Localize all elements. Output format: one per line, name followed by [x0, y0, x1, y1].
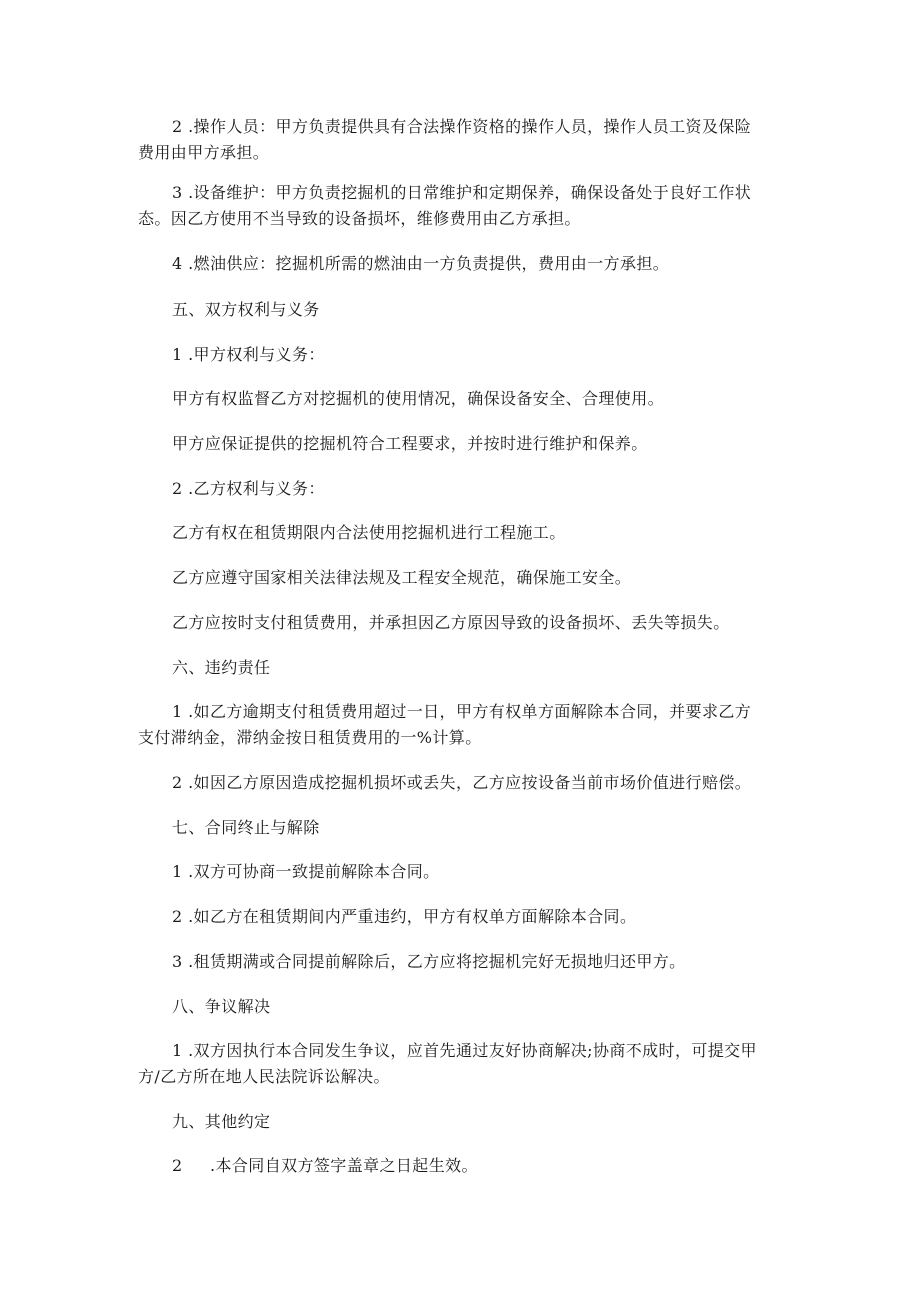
text-line: 2 .操作人员：甲方负责提供具有合法操作资格的操作人员，操作人员工资及保险 — [172, 117, 752, 136]
paragraph — [138, 859, 788, 885]
text-line: 态。因乙方使用不当导致的设备损坏，维修费用由乙方承担。 — [138, 209, 581, 228]
section-heading — [138, 815, 788, 841]
paragraph — [138, 431, 788, 457]
text-line: 费用由甲方承担。 — [138, 143, 270, 162]
text-line: 2 .乙方权利与义务： — [172, 479, 325, 498]
paragraph — [138, 904, 788, 930]
text-line: 乙方应遵守国家相关法律法规及工程安全规范，确保施工安全。 — [172, 568, 632, 587]
clause-late-payment — [138, 699, 788, 751]
text-line: 4 .燃油供应：挖掘机所需的燃油由一方负责提供，费用由一方承担。 — [172, 254, 670, 273]
paragraph — [138, 520, 788, 546]
text-line: 3 .设备维护：甲方负责挖掘机的日常维护和定期保养，确保设备处于良好工作状 — [172, 183, 752, 202]
text-line: 乙方有权在租赁期限内合法使用挖掘机进行工程施工。 — [172, 523, 566, 542]
subsection-heading — [138, 342, 788, 368]
text-line: 1 .如乙方逾期支付租赁费用超过一日，甲方有权单方面解除本合同，并要求乙方 — [172, 702, 752, 721]
text-line: 七、合同终止与解除 — [172, 818, 320, 837]
text-line: 支付滞纳金，滞纳金按日租赁费用的一%计算。 — [138, 728, 482, 747]
paragraph — [138, 610, 788, 636]
section-heading — [138, 655, 788, 681]
text-line: 1 .甲方权利与义务： — [172, 345, 325, 364]
paragraph — [138, 386, 788, 412]
text-line: 2 .本合同自双方签字盖章之日起生效。 — [172, 1156, 478, 1175]
section-heading — [138, 297, 788, 323]
clause-fuel — [138, 251, 788, 277]
paragraph — [138, 949, 788, 975]
text-line: 3 .租赁期满或合同提前解除后，乙方应将挖掘机完好无损地归还甲方。 — [172, 952, 686, 971]
clause-operators — [138, 114, 788, 166]
section-heading — [138, 994, 788, 1020]
text-line: 八、争议解决 — [172, 997, 271, 1016]
text-line: 九、其他约定 — [172, 1112, 271, 1131]
text-line: 六、违约责任 — [172, 658, 271, 677]
text-line: 1 .双方因执行本合同发生争议，应首先通过友好协商解决;协商不成时，可提交甲 — [172, 1041, 757, 1060]
clause-maintenance — [138, 180, 788, 232]
text-line: 1 .双方可协商一致提前解除本合同。 — [172, 862, 440, 881]
section-heading — [138, 1109, 788, 1135]
text-line: 甲方应保证提供的挖掘机符合工程要求，并按时进行维护和保养。 — [172, 434, 648, 453]
text-line: 乙方应按时支付租赁费用，并承担因乙方原因导致的设备损坏、丢失等损失。 — [172, 613, 730, 632]
paragraph — [138, 1153, 788, 1179]
text-line: 方/乙方所在地人民法院诉讼解决。 — [138, 1067, 390, 1086]
text-line: 甲方有权监督乙方对挖掘机的使用情况，确保设备安全、合理使用。 — [172, 389, 665, 408]
text-line: 2 .如因乙方原因造成挖掘机损坏或丢失，乙方应按设备当前市场价值进行赔偿。 — [172, 773, 752, 792]
subsection-heading — [138, 476, 788, 502]
clause-damage — [138, 770, 788, 796]
clause-dispute — [138, 1038, 788, 1090]
paragraph — [138, 565, 788, 591]
text-line: 2 .如乙方在租赁期间内严重违约，甲方有权单方面解除本合同。 — [172, 907, 637, 926]
text-line: 五、双方权利与义务 — [172, 300, 320, 319]
